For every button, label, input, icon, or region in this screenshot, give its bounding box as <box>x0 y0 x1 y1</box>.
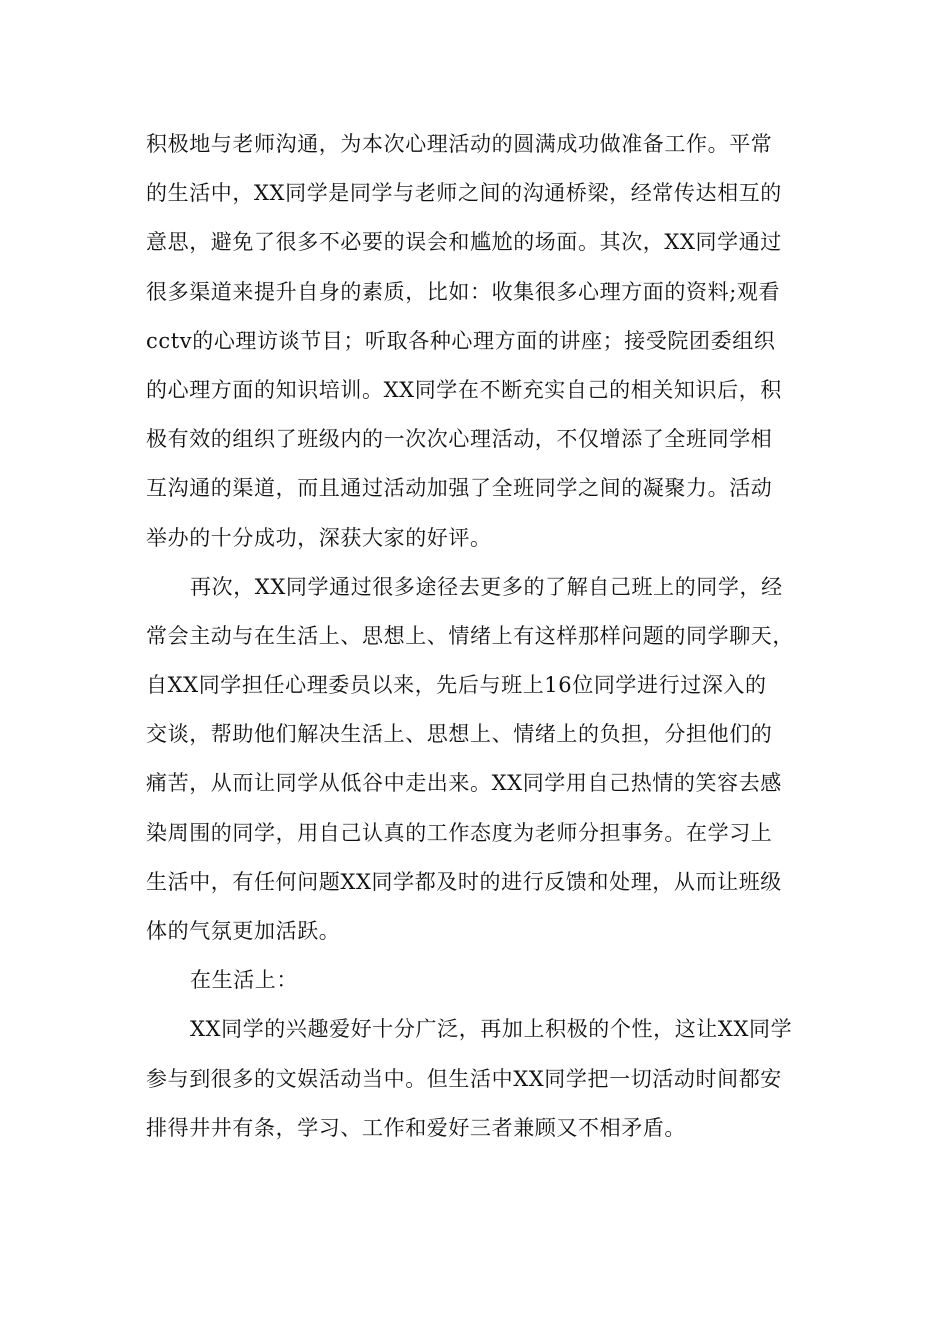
text-line-6: 的心理方面的知识培训。XX同学在不断充实自己的相关知识后，积 <box>146 377 782 402</box>
text-line-7: 极有效的组织了班级内的一次次心理活动，不仅增添了全班同学相 <box>146 427 773 452</box>
text-line-9: 举办的十分成功，深获大家的好评。 <box>146 525 492 550</box>
text-line-20: 参与到很多的文娱活动当中。但生活中XX同学把一切活动时间都安 <box>146 1066 782 1091</box>
section-heading-life: 在生活上： <box>190 968 298 993</box>
text-line-15: 染周围的同学，用自己认真的工作态度为老师分担事务。在学习上 <box>146 820 773 845</box>
body-text <box>146 123 806 1156</box>
text-line-13: 交谈，帮助他们解决生活上、思想上、情绪上的负担，分担他们的 <box>146 722 773 747</box>
text-line-1: 积极地与老师沟通，为本次心理活动的圆满成功做准备工作。平常 <box>146 132 773 156</box>
text-line-8: 互沟通的渠道，而且通过活动加强了全班同学之间的凝聚力。活动 <box>146 476 773 501</box>
text-line-19: XX同学的兴趣爱好十分广泛，再加上积极的个性，这让XX同学 <box>190 1017 793 1042</box>
text-line-4: 很多渠道来提升自身的素质，比如：收集很多心理方面的资料;观看 <box>146 279 781 304</box>
text-line-16: 生活中，有任何问题XX同学都及时的进行反馈和处理，从而让班级 <box>146 869 782 894</box>
text-line-11: 常会主动与在生活上、思想上、情绪上有这样那样问题的同学聊天， <box>146 623 794 648</box>
text-line-10: 再次，XX同学通过很多途径去更多的了解自己班上的同学，经 <box>190 574 783 599</box>
text-line-12: 自XX同学担任心理委员以来，先后与班上16位同学进行过深入的 <box>146 673 767 698</box>
text-line-21: 排得井井有条，学习、工作和爱好三者兼顾又不相矛盾。 <box>146 1115 686 1140</box>
text-line-17: 体的气氛更加活跃。 <box>146 919 341 943</box>
text-line-2: 的生活中，XX同学是同学与老师之间的沟通桥梁，经常传达相互的 <box>146 181 782 206</box>
text-line-3: 意思，避免了很多不必要的误会和尴尬的场面。其次，XX同学通过 <box>146 230 782 255</box>
text-line-5: cctv的心理访谈节目；听取各种心理方面的讲座；接受院团委组织 <box>146 328 776 353</box>
text-line-14: 痛苦，从而让同学从低谷中走出来。XX同学用自己热情的笑容去感 <box>146 771 782 796</box>
